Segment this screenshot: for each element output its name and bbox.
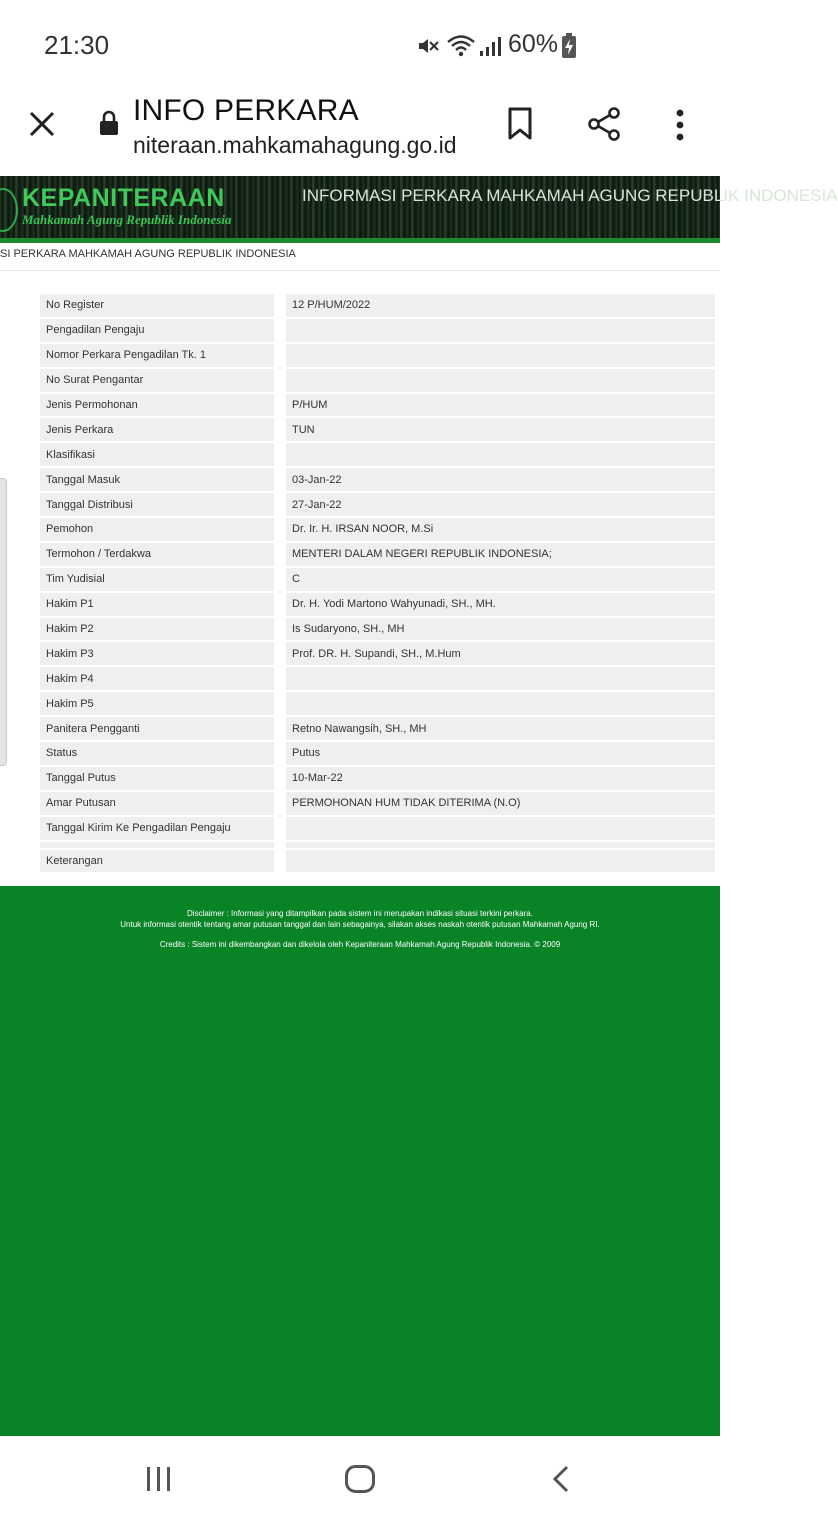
breadcrumb: SI PERKARA MAHKAMAH AGUNG REPUBLIK INDONESIA — [0, 248, 296, 260]
row-label: Jenis Perkara — [40, 418, 274, 441]
bookmark-icon[interactable] — [507, 107, 533, 141]
row-value — [286, 667, 715, 690]
row-label: Status — [40, 742, 274, 765]
row-label: Tanggal Kirim Ke Pengadilan Pengaju — [40, 817, 274, 840]
row-value — [286, 817, 715, 840]
row-separator — [274, 692, 286, 715]
case-info-table — [40, 292, 715, 874]
row-value: MENTERI DALAM NEGERI REPUBLIK INDONESIA; — [286, 543, 715, 566]
table-row — [40, 418, 715, 441]
row-label: Tanggal Distribusi — [40, 493, 274, 516]
row-value: TUN — [286, 418, 715, 441]
row-separator — [274, 742, 286, 765]
row-separator — [274, 468, 286, 491]
row-separator — [274, 543, 286, 566]
url-display[interactable]: niteraan.mahkamahagung.go.id — [133, 132, 457, 158]
row-separator — [274, 418, 286, 441]
row-value: PERMOHONAN HUM TIDAK DITERIMA (N.O) — [286, 792, 715, 815]
table-row — [40, 593, 715, 616]
table-row — [40, 692, 715, 715]
share-icon[interactable] — [586, 106, 622, 142]
row-label: Tanggal Masuk — [40, 468, 274, 491]
row-value — [286, 842, 715, 848]
row-value: 27-Jan-22 — [286, 493, 715, 516]
row-label: Keterangan — [40, 850, 274, 873]
row-label: Hakim P4 — [40, 667, 274, 690]
row-separator — [274, 394, 286, 417]
table-row — [40, 850, 715, 873]
table-row — [40, 394, 715, 417]
disclaimer-text — [0, 908, 720, 930]
row-label: Hakim P3 — [40, 642, 274, 665]
row-value: P/HUM — [286, 394, 715, 417]
row-value: Retno Nawangsih, SH., MH — [286, 717, 715, 740]
row-separator — [274, 518, 286, 541]
row-separator — [274, 493, 286, 516]
signal-icon — [478, 34, 502, 58]
disclaimer-line-2: Untuk informasi otentik tentang amar putusan tanggal dan lain sebagainya, silakan akses naskah otentik putusan Mahkamah Agung RI. — [120, 920, 600, 929]
row-label: Tim Yudisial — [40, 568, 274, 591]
table-row — [40, 842, 715, 848]
row-separator — [274, 568, 286, 591]
row-value: C — [286, 568, 715, 591]
more-vert-icon[interactable] — [672, 108, 688, 142]
row-value: 03-Jan-22 — [286, 468, 715, 491]
row-separator — [274, 642, 286, 665]
row-label — [40, 842, 274, 848]
table-row — [40, 493, 715, 516]
page-title: INFO PERKARA — [133, 94, 359, 127]
disclaimer-line-1: Disclaimer : Informasi yang ditampilkan pada sistem ini merupakan indikasi situasi terkini perkara. — [187, 909, 533, 918]
table-row — [40, 344, 715, 367]
row-label: Termohon / Terdakwa — [40, 543, 274, 566]
row-value: Prof. DR. H. Supandi, SH., M.Hum — [286, 642, 715, 665]
table-row — [40, 792, 715, 815]
row-separator — [274, 842, 286, 848]
mute-icon — [416, 34, 440, 58]
row-value — [286, 369, 715, 392]
page-footer — [0, 886, 720, 1436]
table-row — [40, 518, 715, 541]
banner-subtitle: Mahkamah Agung Republik Indonesia — [22, 212, 232, 227]
table-row — [40, 294, 715, 317]
row-separator — [274, 443, 286, 466]
battery-level: 60% — [508, 30, 559, 58]
row-separator — [274, 850, 286, 873]
banner-brand: KEPANITERAAN — [22, 184, 225, 212]
table-row — [40, 817, 715, 840]
row-value — [286, 344, 715, 367]
row-separator — [274, 792, 286, 815]
system-nav-bar — [0, 1436, 720, 1520]
row-value: 12 P/HUM/2022 — [286, 294, 715, 317]
credits-text: Credits : Sistem ini dikembangkan dan dikelola oleh Kepaniteraan Mahkamah Agung Republik Indonesia. © 2009 — [159, 940, 561, 949]
row-value — [286, 319, 715, 342]
row-separator — [274, 767, 286, 790]
row-separator — [274, 593, 286, 616]
row-label: Pengadilan Pengaju — [40, 319, 274, 342]
breadcrumb-divider — [0, 270, 720, 271]
back-icon[interactable] — [551, 1464, 571, 1494]
row-label: Hakim P1 — [40, 593, 274, 616]
table-row — [40, 742, 715, 765]
row-separator — [274, 817, 286, 840]
table-row — [40, 319, 715, 342]
row-value — [286, 850, 715, 873]
row-value: Putus — [286, 742, 715, 765]
table-row — [40, 543, 715, 566]
table-row — [40, 667, 715, 690]
row-label: Panitera Pengganti — [40, 717, 274, 740]
row-separator — [274, 618, 286, 641]
row-label: Jenis Permohonan — [40, 394, 274, 417]
row-separator — [274, 717, 286, 740]
row-separator — [274, 294, 286, 317]
row-label: No Surat Pengantar — [40, 369, 274, 392]
banner-headline: INFORMASI PERKARA MAHKAMAH AGUNG REPUBLIK INDONESIA — [302, 186, 838, 205]
banner-divider — [0, 238, 720, 243]
table-row — [40, 369, 715, 392]
battery-charging-icon — [561, 33, 577, 59]
table-row — [40, 468, 715, 491]
edge-panel-handle[interactable] — [0, 478, 7, 766]
wifi-icon — [446, 34, 476, 58]
table-row — [40, 568, 715, 591]
row-value — [286, 692, 715, 715]
row-separator — [274, 319, 286, 342]
row-separator — [274, 344, 286, 367]
home-icon[interactable] — [344, 1464, 376, 1494]
row-value: Dr. H. Yodi Martono Wahyunadi, SH., MH. — [286, 593, 715, 616]
row-label: Nomor Perkara Pengadilan Tk. 1 — [40, 344, 274, 367]
row-label: Klasifikasi — [40, 443, 274, 466]
row-separator — [274, 667, 286, 690]
table-row — [40, 618, 715, 641]
row-label: Tanggal Putus — [40, 767, 274, 790]
row-label: Pemohon — [40, 518, 274, 541]
table-row — [40, 443, 715, 466]
row-label: Amar Putusan — [40, 792, 274, 815]
table-row — [40, 642, 715, 665]
row-separator — [274, 369, 286, 392]
site-banner — [0, 176, 838, 242]
status-bar — [0, 0, 720, 90]
row-value: Dr. Ir. H. IRSAN NOOR, M.Si — [286, 518, 715, 541]
lock-icon — [99, 110, 119, 136]
recent-apps-icon[interactable] — [145, 1466, 173, 1492]
row-label: Hakim P5 — [40, 692, 274, 715]
status-time: 21:30 — [44, 30, 110, 60]
row-value: 10-Mar-22 — [286, 767, 715, 790]
row-label: Hakim P2 — [40, 618, 274, 641]
table-row — [40, 767, 715, 790]
table-row — [40, 717, 715, 740]
row-value: Is Sudaryono, SH., MH — [286, 618, 715, 641]
row-value — [286, 443, 715, 466]
row-label: No Register — [40, 294, 274, 317]
close-icon[interactable] — [28, 110, 56, 138]
browser-toolbar — [0, 90, 720, 176]
